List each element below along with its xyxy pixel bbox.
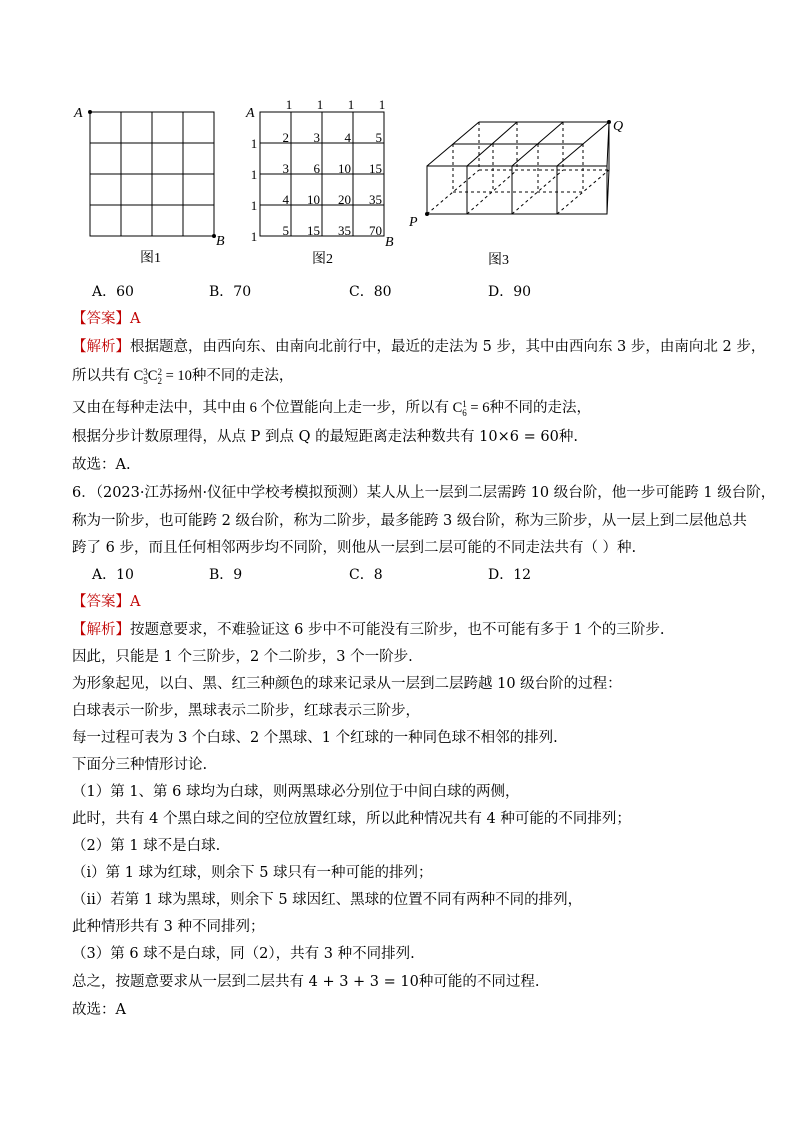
q6-analysis-line: （1）第 1、第 6 球均为白球，则两黑球必分别位于中间白球的两侧， bbox=[72, 784, 520, 800]
fig2-cell: 15 bbox=[307, 223, 320, 238]
q6-stem-line-1: 6．（2023·江苏扬州·仪征中学校考模拟预测）某人从上一层到二层需跨 10 级台阶，他一步可能跨 1 级台阶， bbox=[72, 485, 776, 501]
figure-1-grid bbox=[70, 100, 230, 270]
q6-analysis-line: 因此，只能是 1 个三阶步，2 个二阶步，3 个一阶步. bbox=[72, 649, 413, 665]
q6-analysis-line: 总之，按题意要求从一层到二层共有 4 + 3 + 3 = 10种可能的不同过程. bbox=[72, 974, 540, 990]
fig2-cell: 35 bbox=[369, 192, 382, 207]
q6-analysis-line-1: 【解析】按题意要求，不难验证这 6 步中不可能没有三阶步，也不可能有多于 1 个的三阶步. bbox=[72, 622, 665, 638]
fig2-cell: 20 bbox=[338, 192, 351, 207]
answer-tag: 【答案】 bbox=[72, 311, 130, 327]
answer-tag: 【答案】 bbox=[72, 594, 130, 610]
fig2-left-cell: 1 bbox=[250, 198, 258, 213]
q6-analysis-line: 下面分三种情形讨论. bbox=[72, 757, 208, 773]
figure-3-box bbox=[405, 110, 635, 272]
fig2-cell: 10 bbox=[338, 161, 351, 176]
fig2-cell: 3 bbox=[282, 161, 289, 176]
q6-analysis-line: 白球表示一阶步，黑球表示二阶步，红球表示三阶步， bbox=[72, 703, 420, 719]
fig2-left-cell: 1 bbox=[250, 136, 258, 151]
answer-value: A bbox=[130, 311, 141, 327]
q6-option-d: D．12 bbox=[488, 567, 532, 583]
q6-analysis-line: （3）第 6 球不是白球，同（2），共有 3 种不同排列. bbox=[72, 946, 415, 962]
q5-analysis-line-3: 又由在每种走法中，其中由 6 个位置能向上走一步，所以有 C 1 6 = 6种不同的走法， bbox=[72, 398, 591, 418]
fig2-cell: 5 bbox=[282, 223, 289, 238]
fig2-top-cell: 1 bbox=[347, 97, 355, 112]
q6-analysis-line: （2）第 1 球不是白球. bbox=[72, 838, 221, 854]
fig2-left-cell: 1 bbox=[250, 229, 258, 244]
fig2-cell: 4 bbox=[282, 192, 289, 207]
fig2-cell: 35 bbox=[338, 223, 351, 238]
fig2-cell: 5 bbox=[375, 130, 382, 145]
q6-analysis-line: 此种情形共有 3 种不同排列； bbox=[72, 919, 265, 935]
fig3-caption: 图3 bbox=[488, 253, 509, 268]
fig1-label-a: A bbox=[74, 106, 83, 121]
fig2-label-b: B bbox=[385, 235, 394, 250]
fig2-cell: 4 bbox=[344, 130, 351, 145]
q5-analysis-line-1: 【解析】根据题意，由西向东、由南向北前行中，最近的走法为 5 步，其中由西向东 3 步，由南向北 2 步， bbox=[72, 339, 766, 355]
q6-option-a: A．10 bbox=[92, 567, 134, 583]
q6-stem-line-3: 跨了 6 步，而且任何相邻两步均不同阶，则他从一层到二层可能的不同走法共有（ ）种. bbox=[72, 540, 637, 556]
q6-analysis-line: 为形象起见，以白、黑、红三种颜色的球来记录从一层到二层跨越 10 级台阶的过程： bbox=[72, 676, 622, 692]
q6-conclusion: 故选：A bbox=[72, 1002, 126, 1018]
analysis-tag: 【解析】 bbox=[72, 339, 130, 355]
q6-analysis-line: （i）第 1 球为红球，则余下 5 球只有一种可能的排列； bbox=[72, 865, 433, 881]
fig2-top-cell: 1 bbox=[316, 97, 324, 112]
fig2-cell: 15 bbox=[369, 161, 382, 176]
fig2-cell: 2 bbox=[282, 130, 289, 145]
q5-answer bbox=[72, 309, 140, 329]
fig2-cell: 6 bbox=[313, 161, 320, 176]
q6-analysis-line: 每一过程可表为 3 个白球、2 个黑球、1 个红球的一种同色球不相邻的排列. bbox=[72, 730, 558, 746]
fig1-caption: 图1 bbox=[140, 251, 161, 266]
figure-2-grid bbox=[240, 96, 410, 270]
q6-stem-line-2: 称为一阶步，也可能跨 2 级台阶，称为二阶步，最多能跨 3 级台阶，称为三阶步，从一层上到二层他总共 bbox=[72, 513, 747, 529]
q5-conclusion: 故选：A. bbox=[72, 457, 131, 473]
fig3-label-q: Q bbox=[613, 119, 624, 134]
fig2-top-cell: 1 bbox=[378, 97, 386, 112]
fig1-label-b: B bbox=[216, 234, 225, 249]
fig2-cell: 3 bbox=[313, 130, 320, 145]
q5-analysis-line-2: 所以共有 C 3 5 C 2 2 = 10种不同的走法， bbox=[72, 366, 294, 386]
fig2-label-a: A bbox=[246, 106, 255, 121]
q5-option-a: A．60 bbox=[92, 284, 134, 300]
q5-analysis-line-4: 根据分步计数原理得，从点 P 到点 Q 的最短距离走法种数共有 10×6 = 60种. bbox=[72, 429, 578, 445]
q6-option-c: C．8 bbox=[349, 567, 383, 583]
fig3-label-p: P bbox=[409, 215, 418, 230]
fig2-left-cell: 1 bbox=[250, 167, 258, 182]
q6-analysis-line: （ii）若第 1 球为黑球，则余下 5 球因红、黑球的位置不同有两种不同的排列， bbox=[72, 892, 583, 908]
analysis-tag: 【解析】 bbox=[72, 622, 130, 638]
q5-option-d: D．90 bbox=[488, 284, 532, 300]
q6-analysis-line: 此时，共有 4 个黑白球之间的空位放置红球，所以此种情况共有 4 种可能的不同排列； bbox=[72, 811, 631, 827]
q6-option-b: B．9 bbox=[209, 567, 243, 583]
fig2-caption: 图2 bbox=[312, 252, 333, 267]
q6-answer bbox=[72, 592, 140, 612]
answer-value: A bbox=[130, 594, 141, 610]
fig2-cell: 10 bbox=[307, 192, 320, 207]
q5-option-c: C．80 bbox=[349, 284, 392, 300]
q5-option-b: B．70 bbox=[209, 284, 252, 300]
fig2-cell: 70 bbox=[369, 223, 382, 238]
fig2-top-cell: 1 bbox=[285, 97, 293, 112]
